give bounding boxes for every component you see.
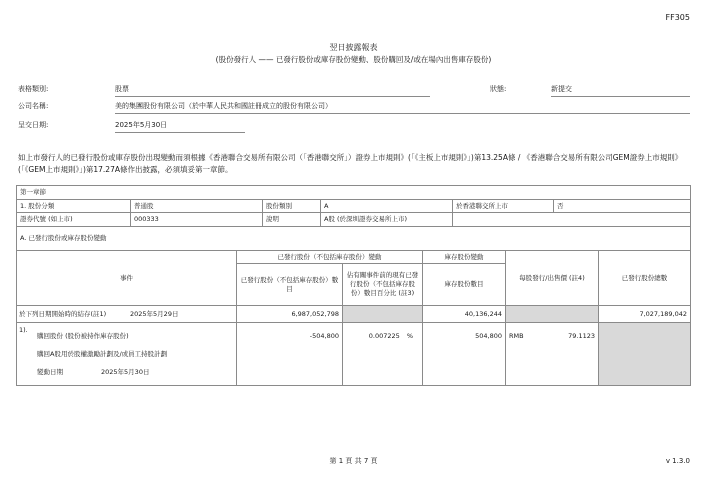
opening-issued-count: 6,987,052,798 [237,306,343,323]
blank-cell [453,213,691,227]
event-issued-count: -504,800 [237,323,343,386]
form-version: v 1.3.0 [665,457,690,465]
hk-listed-value: 否 [554,200,691,213]
opening-treasury-count: 40,136,244 [423,306,506,323]
event-price-cell [506,323,599,386]
intro-paragraph: 如上市發行人的已發行股份或庫存股份出現變動而須根據《香港聯合交易所有限公司（「香港聯交所」）證券上市規則》(「《主板上市規則》」)第13.25A條 / 《香港聯合交易所有限公司GEM證券上市規則》(「《GEM上市規則》」)第17.27A條作出披露，必須填妥第一章節。 [18,153,683,174]
company-value: 美的集團股份有限公司（於中華人民共和國註冊成立的股份有限公司） [115,100,690,114]
header-issued-group: 已發行股份（不包括庫存股份）變動 [237,251,423,264]
header-treasury-count: 庫存股份數目 [423,264,506,306]
share-class-value: 普通股 [131,200,263,213]
event-type: 購回股份 (股份被持作庫存股份) [37,332,129,340]
header-event: 事件 [17,251,237,306]
status-value: 新提交 [551,83,690,97]
opening-balance-date: 2025年5月29日 [130,309,179,318]
movements-table [16,250,691,386]
opening-balance-row [17,306,691,323]
description-value: A股 (於深圳證券交易所上市) [321,213,453,227]
event-description: 購回A股用於股權激勵計劃及/或員工持股計劃 [37,350,168,358]
share-class-label: 1. 股份分類 [17,200,131,213]
event-pct-unit: % [406,332,413,340]
section1-title: 第一章節 [17,186,691,200]
stock-code-label: 證券代號 (如上市) [17,213,131,227]
event-issued-pct: 0.007225 [368,332,400,340]
submit-date-value: 2025年5月30日 [115,119,245,133]
event-price: 79.1123 [568,332,595,340]
page-title: 翌日披露報表 [329,43,378,52]
stock-code-value: 000333 [131,213,263,227]
opening-issued-pct-empty [343,306,423,323]
form-type-label: 表格類別: [18,85,49,93]
section1-table [16,185,691,250]
header-issued-pct: 佔有關事件前的現有已發行股份（不包括庫存股份）數目百分比 (註3) [343,264,423,306]
header-treasury-group: 庫存股份變動 [423,251,506,264]
event-cell [17,323,237,386]
event-issued-pct-cell [343,323,423,386]
event-row [17,323,691,386]
form-type-value: 股票 [115,83,430,97]
share-type-label: 股份類別 [263,200,321,213]
company-label: 公司名稱: [18,102,49,110]
header-total-issued: 已發行股份總數 [599,251,691,306]
part-a-title: A. 已發行股份或庫存股份變動 [17,227,691,251]
event-total-issued-empty [599,323,691,386]
page-number: 第 1 頁 共 7 頁 [329,457,378,465]
header-issued-count: 已發行股份（不包括庫存股份）數目 [237,264,343,306]
page-subtitle: (股份發行人 —— 已發行股份或庫存股份變動、股份購回及/或在場內出售庫存股份) [215,55,492,64]
opening-price-empty [506,306,599,323]
event-change-date-label: 變動日期 [37,368,63,376]
description-label: 說明 [263,213,321,227]
status-label: 狀態: [490,85,507,93]
event-price-currency: RMB [509,332,524,340]
opening-balance-label: 於下列日期開始時的結存(註1) [19,309,107,318]
submit-date-label: 呈交日期: [18,121,49,129]
hk-listed-label: 於香港聯交所上市 [453,200,554,213]
event-treasury-count: 504,800 [423,323,506,386]
event-number: 1). [19,326,28,334]
form-code: FF305 [665,13,690,22]
event-change-date: 2025年5月30日 [101,368,150,376]
opening-balance-event [17,306,237,323]
share-type-value: A [321,200,453,213]
opening-total-issued: 7,027,189,042 [599,306,691,323]
header-price: 每股發行/出售價 (註4) [506,251,599,306]
